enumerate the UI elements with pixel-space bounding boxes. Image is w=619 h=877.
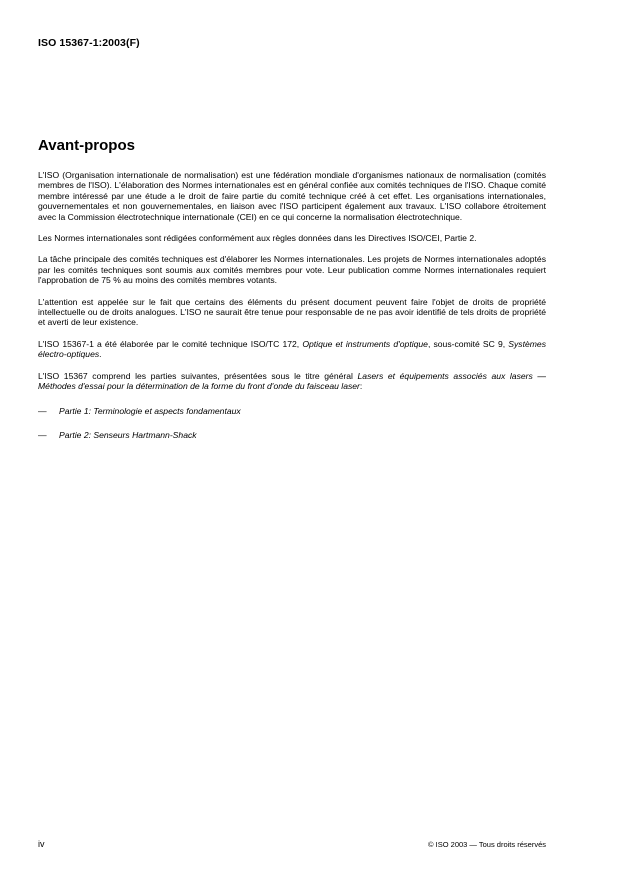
- page-title: Avant-propos: [38, 137, 135, 154]
- subcommittee-name: Systèmes électro-optiques: [38, 338, 546, 360]
- list-item: [38, 430, 546, 440]
- paragraph-technical-committees: La tâche principale des comités techniques est d'élaborer les Normes internationales. Les projets de Normes internationales adoptés par les comités techniques sont soumis aux comités membres pour vote. Leur publication comme Normes internationales requiert l'approbation de 75 % au moins des comités membres votants.: [38, 254, 546, 286]
- list-item: [38, 406, 546, 416]
- document-code: ISO 15367-1:2003(F): [38, 37, 140, 49]
- prepared-by-intro: L'ISO 15367-1 a été élaborée par le comité technique ISO/TC 172,: [38, 338, 303, 349]
- paragraph-directives: Les Normes internationales sont rédigées conformément aux règles données dans les Directives ISO/CEI, Partie 2.: [38, 233, 477, 244]
- page-number: iv: [38, 839, 45, 849]
- list-dash: —: [38, 429, 47, 440]
- prepared-by-end: .: [99, 349, 102, 360]
- committee-name: Optique et instruments d'optique: [302, 338, 428, 349]
- prepared-by-mid: , sous-comité SC 9,: [427, 338, 509, 349]
- part-2-title: Partie 2: Senseurs Hartmann-Shack: [59, 429, 197, 440]
- parts-intro-end: :: [359, 381, 363, 392]
- paragraph-parts-intro: [38, 371, 546, 392]
- parts-intro-text: L'ISO 15367 comprend les parties suivantes, présentées sous le titre général: [38, 370, 358, 381]
- paragraph-patent-rights: L'attention est appelée sur le fait que certains des éléments du présent document peuvent faire l'objet de droits de propriété intellectuelle ou de droits analogues. L'ISO ne saurait être tenue pour responsable de ne pas avoir identifié de tels droits de propriété et averti de leur existence.: [38, 296, 546, 328]
- copyright-notice: © ISO 2003 — Tous droits réservés: [428, 840, 546, 849]
- general-title: Lasers et équipements associés aux lasers — Méthodes d'essai pour la détermination de la forme du front d'onde du faisceau laser: [38, 370, 546, 392]
- paragraph-prepared-by: [38, 339, 546, 360]
- foreword-body: [38, 170, 546, 454]
- paragraph-iso-organisation: L'ISO (Organisation internationale de normalisation) est une fédération mondiale d'organismes nationaux de normalisation (comités membres de l'ISO). L'élaboration des Normes internationales est en général confiée aux comités techniques de l'ISO. Chaque comité membre intéressé par une étude a le droit de faire partie du comité technique créé à cet effet. Les organisations internationales, gouvernementales et non gouvernementales, en liaison avec l'ISO participent également aux travaux. L'ISO collabore étroitement avec la Commission électrotechnique internationale (CEI) en ce qui concerne la normalisation électrotechnique.: [38, 170, 546, 222]
- part-1-title: Partie 1: Terminologie et aspects fondamentaux: [59, 405, 241, 416]
- list-dash: —: [38, 405, 47, 416]
